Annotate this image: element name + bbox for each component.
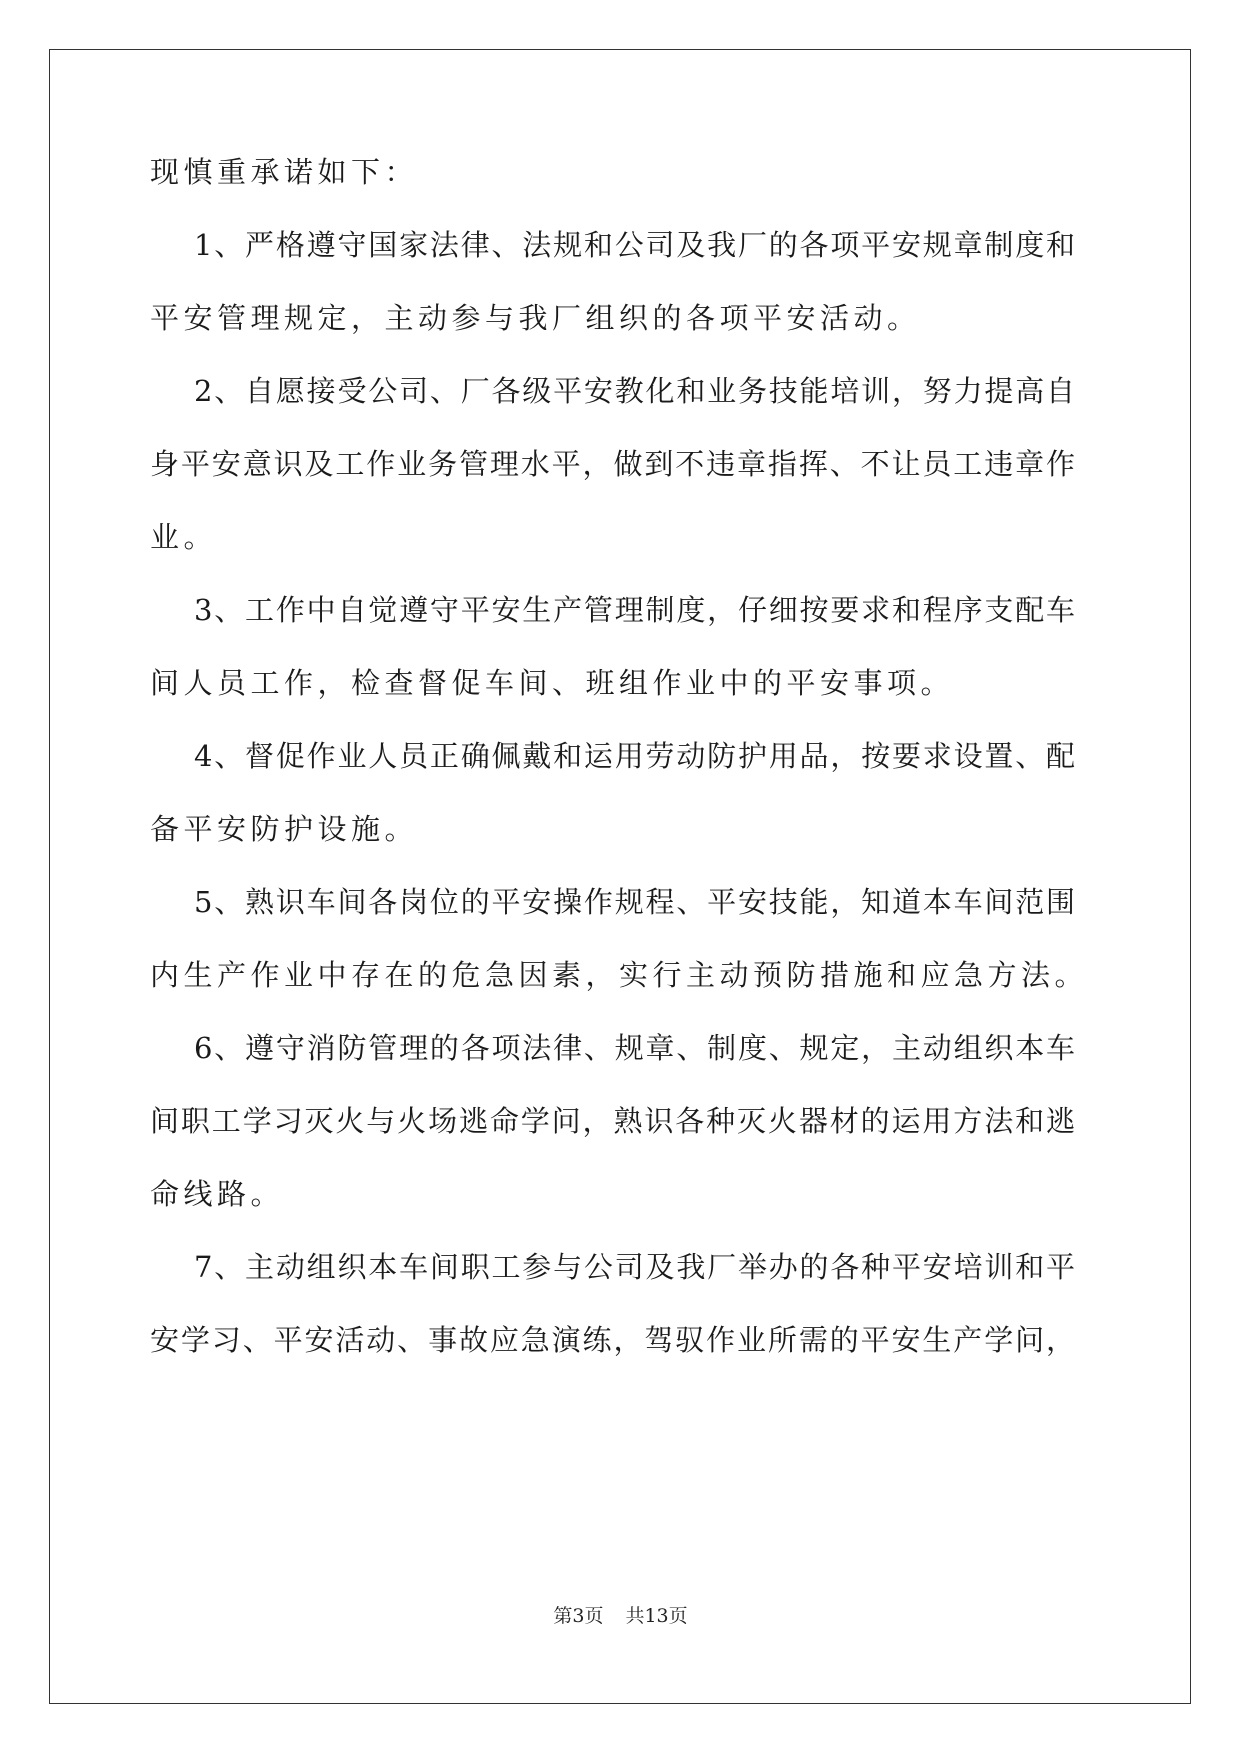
- text-line: 备平安防护设施。: [150, 812, 419, 846]
- text-line: 内生产作业中存在的危急因素，实行主动预防措施和应急方法。: [150, 958, 1089, 992]
- text-line: 5、熟识车间各岗位的平安操作规程、平安技能，知道本车间范围: [194, 885, 1075, 919]
- text-line: 7、主动组织本车间职工参与公司及我厂举办的各种平安培训和平: [194, 1250, 1075, 1284]
- page-number: 第3页: [553, 1605, 604, 1627]
- text-line: 安学习、平安活动、事故应急演练，驾驭作业所需的平安生产学问，: [150, 1323, 1075, 1357]
- text-line: 平安管理规定，主动参与我厂组织的各项平安活动。: [150, 301, 921, 335]
- text-line: 间职工学习灭火与火场逃命学问，熟识各种灭火器材的运用方法和逃: [150, 1104, 1075, 1138]
- text-line: 3、工作中自觉遵守平安生产管理制度，仔细按要求和程序支配车: [194, 593, 1075, 627]
- text-line: 4、督促作业人员正确佩戴和运用劳动防护用品，按要求设置、配: [194, 739, 1075, 773]
- text-line: 1、严格遵守国家法律、法规和公司及我厂的各项平安规章制度和: [194, 228, 1075, 262]
- text-line: 身平安意识及工作业务管理水平，做到不违章指挥、不让员工违章作: [150, 447, 1075, 481]
- text-line: 业。: [150, 520, 218, 554]
- page-total: 共13页: [625, 1605, 688, 1627]
- text-line: 6、遵守消防管理的各项法律、规章、制度、规定，主动组织本车: [194, 1031, 1075, 1065]
- page-footer: [0, 1604, 1241, 1628]
- text-line: 现慎重承诺如下：: [150, 155, 419, 189]
- text-line: 2、自愿接受公司、厂各级平安教化和业务技能培训，努力提高自: [194, 374, 1075, 408]
- text-line: 间人员工作，检查督促车间、班组作业中的平安事项。: [150, 666, 955, 700]
- text-line: 命线路。: [150, 1177, 285, 1211]
